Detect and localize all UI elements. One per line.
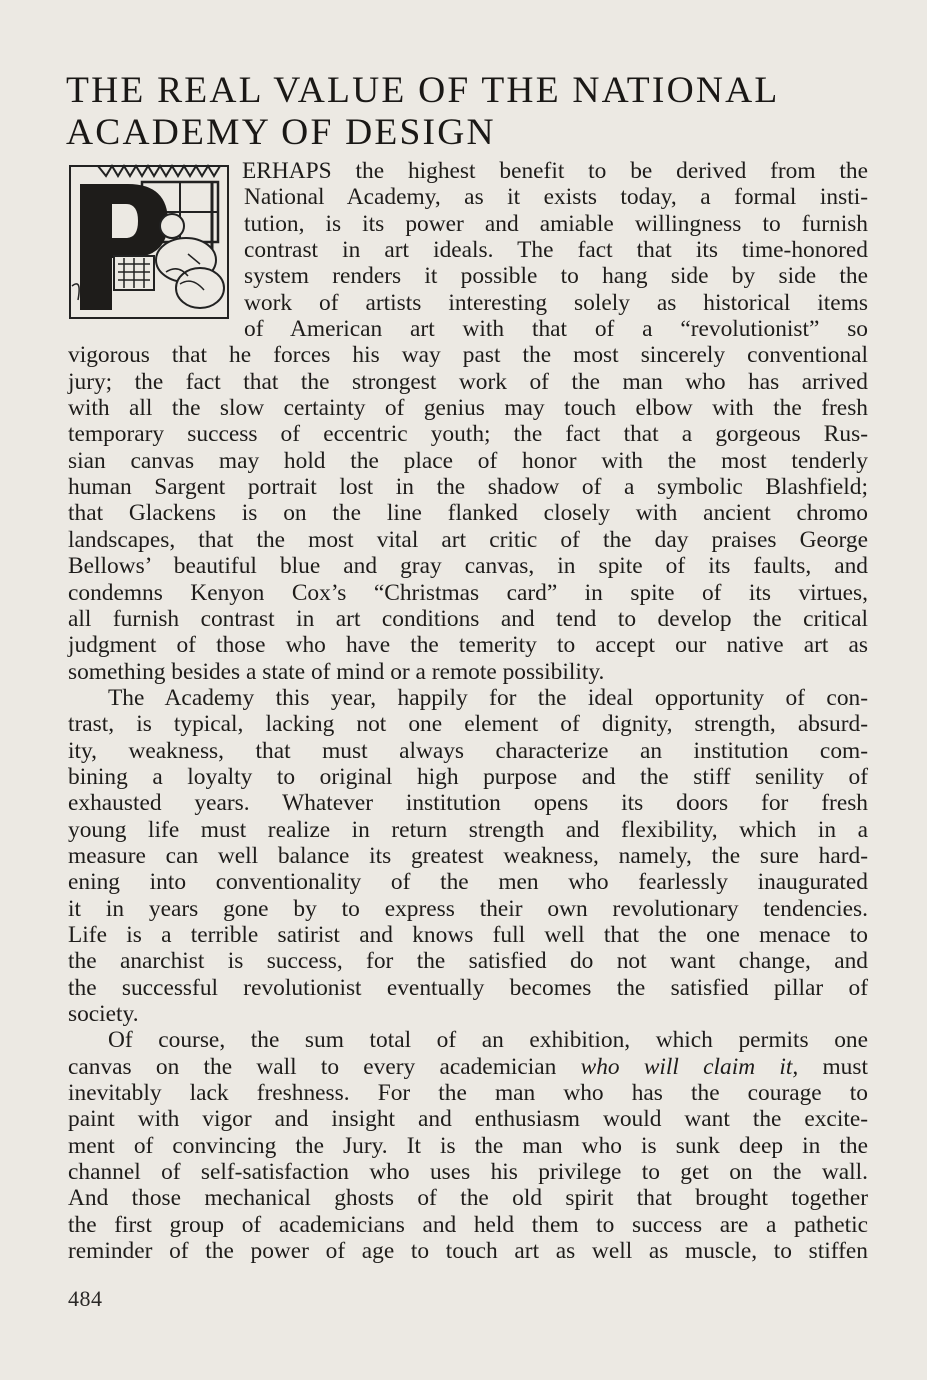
article-body: [68, 158, 868, 1264]
text-line: with all the slow certainty of genius may touch elbow with the fresh: [68, 395, 868, 422]
text-line: And those mechanical ghosts of the old spirit that brought together: [68, 1185, 868, 1212]
text-line: National Academy, as it exists today, a formal insti-: [244, 184, 868, 211]
text-line: contrast in art ideals. The fact that its time-honored: [244, 237, 868, 264]
text-line: all furnish contrast in art conditions and tend to develop the critical: [68, 605, 868, 632]
text-line: ment of convincing the Jury. It is the man who is sunk deep in the: [68, 1132, 868, 1159]
italic-phrase: who will claim it,: [580, 1053, 799, 1080]
text-line: trast, is typical, lacking not one element of dignity, strength, absurd-: [68, 711, 868, 738]
text-line: sian canvas may hold the place of honor with the most tenderly: [68, 447, 868, 474]
text-line: bining a loyalty to original high purpose and the stiff senility of: [68, 763, 868, 790]
text-line: paint with vigor and insight and enthusiasm would want the excite-: [68, 1106, 868, 1133]
text-line: work of artists interesting solely as historical items: [244, 289, 868, 316]
text-line: Of course, the sum total of an exhibition, which permits one: [108, 1027, 868, 1054]
text-line: ening into conventionality of the men who fearlessly inaugurated: [68, 869, 868, 896]
text-line: young life must realize in return strength and flexibility, which in a: [68, 816, 868, 843]
text-line: reminder of the power of age to touch art as well as muscle, to stiffen: [68, 1238, 868, 1265]
text-line: vigorous that he forces his way past the most sincerely conventional: [68, 342, 868, 369]
title-line-1: THE REAL VALUE OF THE NATIONAL: [66, 70, 780, 111]
text-segment: must: [822, 1053, 868, 1080]
text-line: temporary success of eccentric youth; the fact that a gorgeous Rus-: [68, 421, 868, 448]
text-line: of American art with that of a “revolutionist” so: [244, 316, 868, 343]
text-segment: canvas on the wall to every academician: [68, 1053, 557, 1080]
text-line: that Glackens is on the line flanked closely with ancient chromo: [68, 500, 868, 527]
text-line: landscapes, that the most vital art critic of the day praises George: [68, 526, 868, 553]
text-line: society.: [68, 1001, 139, 1027]
text-line: channel of self-satisfaction who uses his privilege to get on the wall.: [68, 1159, 868, 1186]
text-line: exhausted years. Whatever institution opens its doors for fresh: [68, 790, 868, 817]
text-line: inevitably lack freshness. For the man who has the courage to: [68, 1080, 868, 1107]
text-line: ERHAPS the highest benefit to be derived from the: [242, 158, 868, 184]
text-line: Bellows’ beautiful blue and gray canvas, in spite of its faults, and: [68, 553, 868, 580]
title-line-2: ACADEMY OF DESIGN: [66, 112, 496, 153]
text-line: tution, is its power and amiable willingness to furnish: [244, 210, 868, 237]
text-line: system renders it possible to hang side by side the: [244, 263, 868, 290]
text-line: the first group of academicians and held them to success are a pathetic: [68, 1211, 868, 1238]
text-line: the successful revolutionist eventually becomes the satisfied pillar of: [68, 974, 868, 1001]
page-number: 484: [68, 1286, 103, 1311]
text-line: something besides a state of mind or a remote possibility.: [68, 658, 605, 685]
article-title: [66, 70, 886, 154]
text-line: measure can well balance its greatest weakness, namely, the sure hard-: [68, 842, 868, 869]
text-line: human Sargent portrait lost in the shadow of a symbolic Blashfield;: [68, 474, 868, 501]
text-line: Life is a terrible satirist and knows full well that the one menace to: [68, 921, 868, 948]
text-line: jury; the fact that the strongest work of the man who has arrived: [68, 368, 868, 395]
text-line-mixed: [68, 1054, 868, 1080]
text-line: it in years gone by to express their own revolutionary tendencies.: [68, 895, 868, 922]
text-line: ity, weakness, that must always characterize an institution com-: [68, 737, 868, 764]
text-line: judgment of those who have the temerity to accept our native art as: [68, 632, 868, 659]
text-line: the anarchist is success, for the satisfied do not want change, and: [68, 948, 868, 975]
text-line: The Academy this year, happily for the ideal opportunity of con-: [108, 684, 868, 711]
text-line: condemns Kenyon Cox’s “Christmas card” in spite of its virtues,: [68, 579, 868, 606]
